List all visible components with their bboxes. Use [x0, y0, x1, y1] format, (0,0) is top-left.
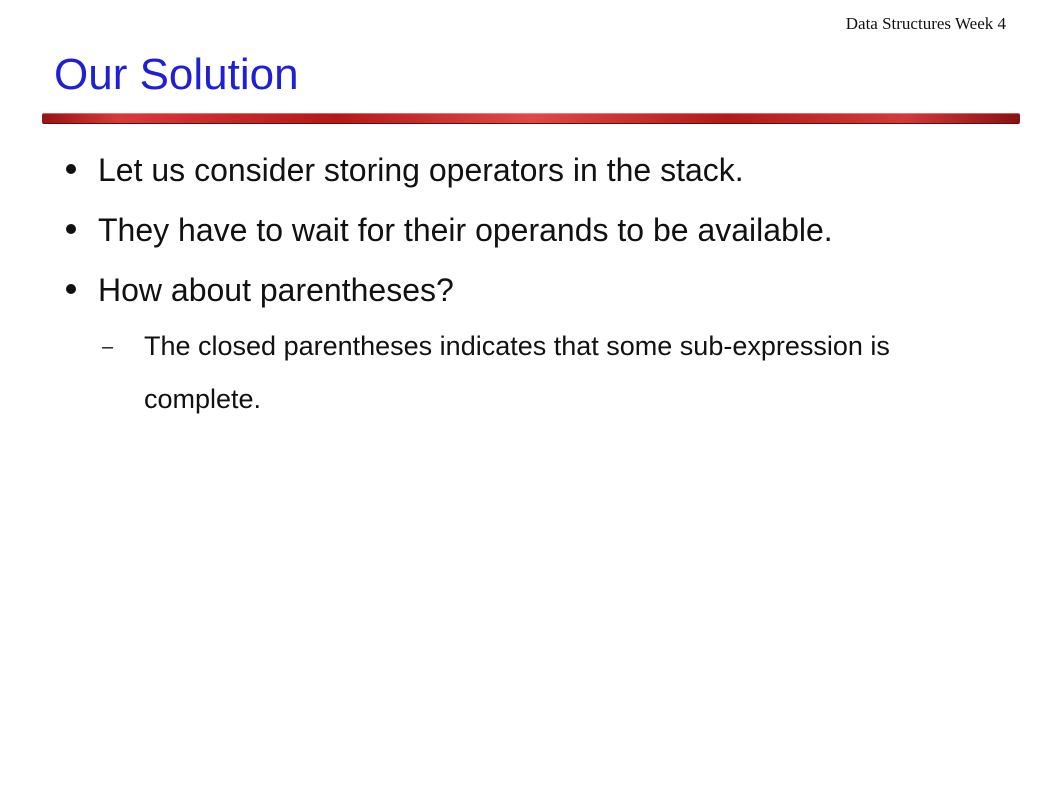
bullet-item — [64, 140, 1004, 200]
bullet-dot-icon — [66, 164, 76, 174]
bullet-dot-icon — [66, 224, 76, 234]
sub-bullet-dash-icon: – — [102, 336, 114, 358]
bullet-text: They have to wait for their operands to be available. — [98, 212, 833, 248]
bullet-item — [64, 260, 1004, 320]
bullet-text: Let us consider storing operators in the stack. — [98, 152, 744, 188]
course-header: Data Structures Week 4 — [845, 14, 1006, 33]
bullet-item — [64, 200, 1004, 260]
slide-title: Our Solution — [54, 50, 299, 99]
bullet-text: How about parentheses? — [98, 272, 454, 308]
title-divider — [42, 113, 1020, 123]
sub-bullet-text: The closed parentheses indicates that some sub-expression is complete. — [144, 331, 890, 414]
sub-bullet-item — [98, 320, 924, 426]
slide-content — [64, 140, 1004, 426]
bullet-dot-icon — [66, 284, 76, 294]
